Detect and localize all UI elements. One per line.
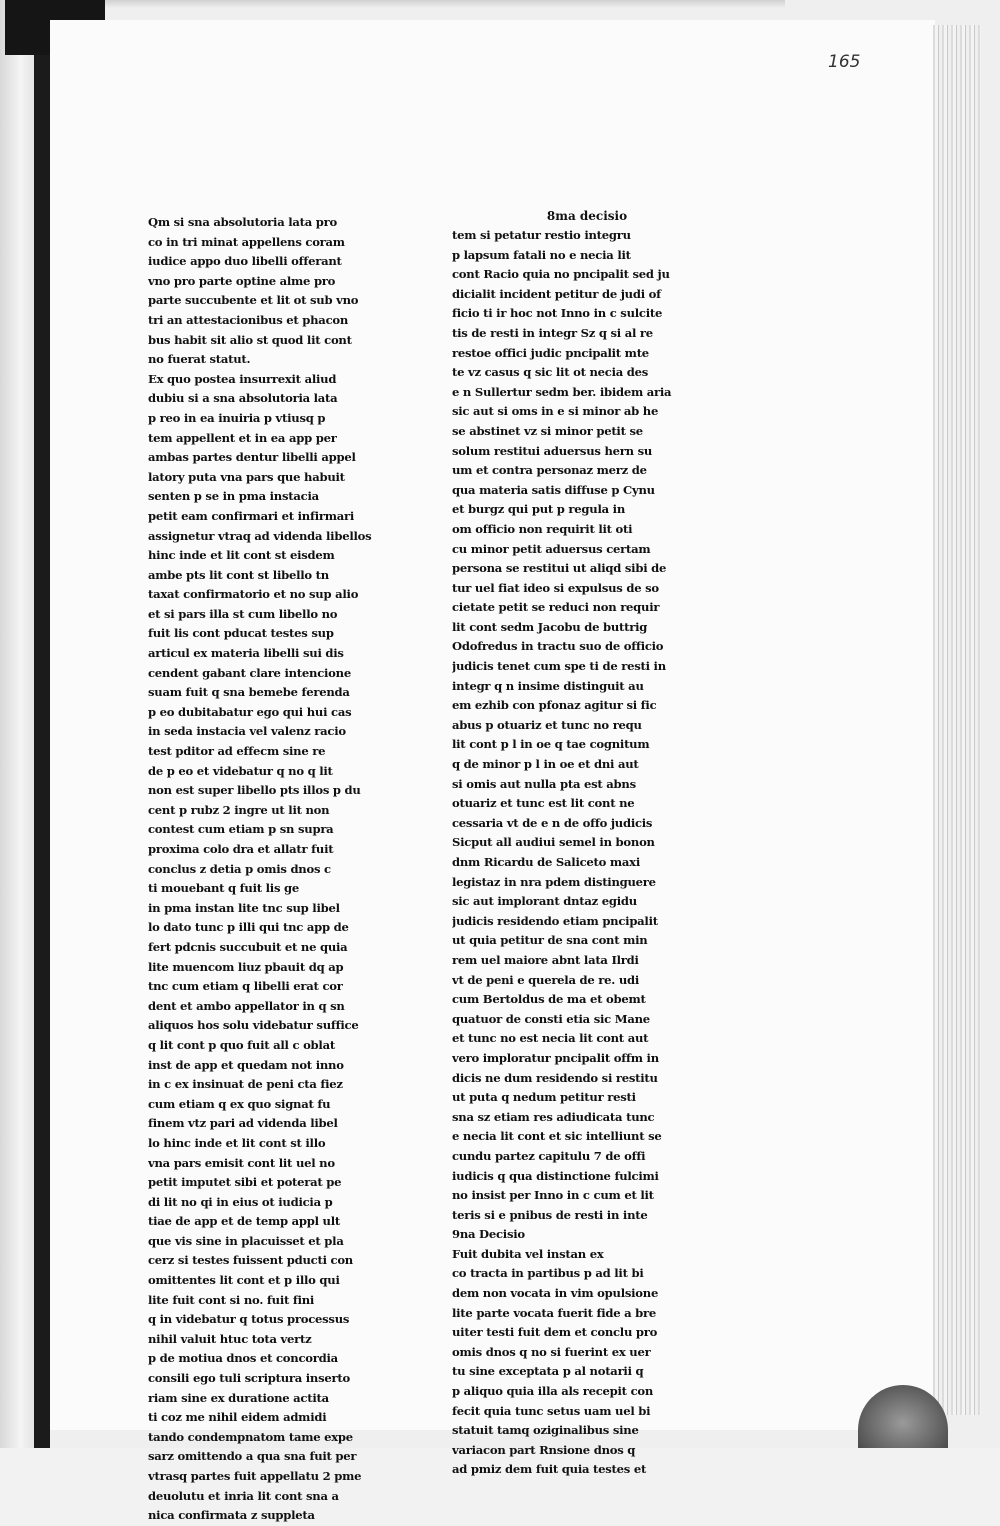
text-line: deuolutu et inria lit cont sna a: [148, 1488, 339, 1503]
text-line: otuariz et tunc est lit cont ne: [452, 796, 635, 811]
text-line: em ezhib con pfonaz agitur si fic: [452, 698, 657, 713]
text-line: proxima colo dra et allatr fuit: [148, 842, 334, 856]
text-line: hinc inde et lit cont st eisdem: [148, 548, 335, 563]
text-line: di lit no qi in eius ot iudicia p: [148, 1194, 333, 1209]
text-line: p eo dubitabatur ego qui hui cas: [148, 704, 352, 719]
text-line: tiae de app et de temp appl ult: [148, 1214, 340, 1229]
text-line: si omis aut nulla pta est abns: [452, 776, 636, 791]
text-line: consili ego tuli scriptura inserto: [148, 1371, 350, 1386]
text-line: iudice appo duo libelli offerant: [148, 254, 342, 269]
text-line: dent et ambo appellator in q sn: [148, 998, 345, 1013]
text-line: e necia lit cont et sic intelliunt se: [452, 1129, 662, 1144]
text-line: abus p otuariz et tunc no requ: [452, 717, 642, 732]
text-line: teris si e pnibus de resti in inte: [452, 1207, 648, 1222]
text-line: om officio non requirit lit oti: [452, 521, 633, 536]
text-line: petit eam confirmari et infirmari: [148, 508, 355, 523]
text-line: dem non vocata in vim opulsione: [452, 1286, 659, 1301]
text-line: sic aut implorant dntaz egidu: [452, 894, 637, 909]
text-line: petit imputet sibi et poterat pe: [148, 1175, 342, 1190]
text-line: cent p rubz 2 ingre ut lit non: [148, 802, 330, 817]
text-line: que vis sine in placuisset et pla: [148, 1233, 344, 1248]
text-line: co in tri minat appellens coram: [148, 234, 345, 249]
text-line: dicis ne dum residendo si restitu: [452, 1070, 658, 1085]
text-line: tis de resti in integr Sz q si al re: [452, 325, 653, 340]
text-line: vero imploratur pncipalit offm in: [452, 1050, 659, 1065]
text-line: sic aut si oms in e si minor ab he: [452, 404, 659, 419]
text-line: conclus z detia p omis dnos c: [148, 861, 331, 876]
text-line: in c ex insinuat de peni cta fiez: [148, 1077, 343, 1092]
text-line: cont Racio quia no pncipalit sed ju: [452, 267, 670, 282]
text-line: ad pmiz dem fuit quia testes et: [452, 1462, 647, 1477]
text-line: tu sine exceptata p al notarii q: [452, 1364, 644, 1379]
text-line: cu minor petit aduersus certam: [452, 541, 651, 556]
text-line: cendent gabant clare intencione: [148, 665, 351, 680]
text-line: persona se restitui ut aliqd sibi de: [452, 561, 667, 576]
text-line: variacon part Rnsione dnos q: [452, 1442, 636, 1457]
text-line: suam fuit q sna bemebe ferenda: [148, 685, 350, 700]
text-line: in pma instan lite tnc sup libel: [148, 900, 340, 915]
text-line: dicialit incident petitur de judi of: [452, 286, 661, 301]
text-line: p de motiua dnos et concordia: [148, 1351, 338, 1366]
text-line: de p eo et videbatur q no q lit: [148, 763, 333, 778]
text-line: fecit quia tunc setus uam uel bi: [452, 1403, 651, 1418]
facing-page-edge: [0, 0, 34, 1448]
text-line: cietate petit se reduci non requir: [452, 600, 660, 615]
text-line: non est super libello pts illos p du: [148, 783, 361, 798]
text-line: articul ex materia libelli sui dis: [148, 646, 344, 661]
text-line: quatuor de consti etia sic Mane: [452, 1011, 650, 1026]
text-line: tri an attestacionibus et phacon: [148, 312, 349, 327]
text-line: ti mouebant q fuit lis ge: [148, 881, 300, 896]
text-line: dubiu si a sna absolutoria lata: [148, 391, 338, 406]
text-line: vt de peni e querela de re. udi: [452, 972, 640, 987]
text-line: vno pro parte optine alme pro: [148, 273, 336, 288]
text-line: ut puta q nedum petitur resti: [452, 1090, 636, 1105]
text-line: se abstinet vz si minor petit se: [452, 423, 643, 438]
text-line: cum etiam q ex quo signat fu: [148, 1096, 331, 1111]
text-line: tando condempnatom tame expe: [148, 1429, 353, 1444]
text-line: nica confirmata z suppleta: [148, 1508, 315, 1523]
text-line: ficio ti ir hoc not Inno in c sulcite: [452, 306, 663, 321]
top-shadow: [105, 0, 785, 8]
text-line: Odofredus in tractu suo de officio: [452, 639, 664, 654]
text-line: lo hinc inde et lit cont st illo: [148, 1135, 326, 1150]
text-line: taxat confirmatorio et no sup alio: [148, 587, 359, 602]
text-line: iudicis q qua distinctione fulcimi: [452, 1168, 659, 1183]
text-line: et tunc no est necia lit cont aut: [452, 1031, 649, 1046]
text-line: omis dnos q no si fuerint ex uer: [452, 1344, 651, 1359]
text-line: ut quia petitur de sna cont min: [452, 933, 648, 948]
text-line: no insist per Inno in c cum et lit: [452, 1188, 654, 1203]
text-line: ambe pts lit cont st libello tn: [148, 567, 329, 582]
text-line: lite fuit cont si no. fuit fini: [148, 1292, 315, 1307]
text-line: et burgz qui put p regula in: [452, 502, 625, 517]
text-line: ambas partes dentur libelli appel: [148, 450, 356, 465]
text-line: contest cum etiam p sn supra: [148, 822, 334, 837]
text-line: Qm si sna absolutoria lata pro: [148, 215, 338, 229]
text-line: senten p se in pma instacia: [148, 489, 319, 504]
text-line: cessaria vt de e n de offo judicis: [452, 815, 653, 830]
text-line: lit cont sedm Jacobu de buttrig: [452, 619, 648, 634]
text-line: riam sine ex duratione actita: [148, 1390, 329, 1405]
text-line: Ex quo postea insurrexit aliud: [148, 371, 337, 386]
text-line: 9na Decisio: [452, 1227, 525, 1242]
text-line: um et contra personaz merz de: [452, 463, 647, 478]
text-line: Fuit dubita vel instan ex: [452, 1246, 604, 1261]
text-line: lo dato tunc p illi qui tnc app de: [148, 920, 349, 935]
text-line: sarz omittendo a qua sna fuit per: [148, 1449, 357, 1464]
text-line: rem uel maiore abnt lata Ilrdi: [452, 952, 639, 967]
folio-number: 165: [828, 52, 861, 72]
text-line: latory puta vna pars que habuit: [148, 469, 345, 484]
text-line: judicis residendo etiam pncipalit: [452, 913, 658, 928]
text-line: tur uel fiat ideo si expulsus de so: [452, 580, 659, 595]
text-line: ti coz me nihil eidem admidi: [148, 1410, 327, 1425]
text-line: q lit cont p quo fuit all c oblat: [148, 1037, 335, 1052]
text-line: Sicput all audiui semel in bonon: [452, 835, 655, 850]
text-line: q de minor p l in oe et dni aut: [452, 757, 639, 772]
text-line: tem si petatur restio integru: [452, 228, 631, 242]
text-line: statuit tamq oziginalibus sine: [452, 1423, 639, 1438]
text-line: cundu partez capitulu 7 de offi: [452, 1148, 646, 1163]
text-line: integr q n insime distinguit au: [452, 678, 644, 693]
text-line: p reo in ea inuiria p vtiusq p: [148, 410, 326, 425]
text-line: test pditor ad effecm sine re: [148, 744, 326, 759]
text-line: nihil valuit htuc tota vertz: [148, 1331, 312, 1346]
text-line: lite parte vocata fuerit fide a bre: [452, 1305, 657, 1320]
text-line: dnm Ricardu de Saliceto maxi: [452, 855, 640, 869]
text-line: p lapsum fatali no e necia lit: [452, 247, 631, 262]
right-text-column: [452, 207, 722, 1480]
text-line: cum Bertoldus de ma et obemt: [452, 992, 646, 1007]
text-line: fuit lis cont pducat testes sup: [148, 626, 334, 641]
text-line: uiter testi fuit dem et conclu pro: [452, 1325, 658, 1340]
text-line: tem appellent et in ea app per: [148, 430, 337, 445]
decision-heading: 8ma decisio: [546, 209, 628, 223]
text-line: tnc cum etiam q libelli erat cor: [148, 979, 343, 994]
text-line: restoe offici judic pncipalit mte: [452, 345, 649, 360]
page-stack-edge: [933, 25, 981, 1415]
text-line: in seda instacia vel valenz racio: [148, 724, 346, 739]
text-line: omittentes lit cont et p illo qui: [148, 1273, 340, 1288]
text-line: vna pars emisit cont lit uel no: [148, 1155, 335, 1170]
text-line: bus habit sit alio st quod lit cont: [148, 332, 352, 347]
text-line: p aliquo quia illa als recepit con: [452, 1384, 654, 1399]
left-text-column: [148, 213, 388, 1526]
text-line: et si pars illa st cum libello no: [148, 606, 338, 621]
text-line: te vz casus q sic lit ot necia des: [452, 365, 649, 380]
text-line: vtrasq partes fuit appellatu 2 pme: [148, 1469, 362, 1483]
text-line: judicis tenet cum spe ti de resti in: [452, 659, 666, 674]
text-line: lit cont p l in oe q tae cognitum: [452, 737, 650, 752]
text-line: solum restitui aduersus hern su: [452, 443, 653, 458]
text-line: sna sz etiam res adiudicata tunc: [452, 1109, 655, 1124]
text-line: no fuerat statut.: [148, 352, 251, 367]
binding-gutter: [34, 55, 50, 1448]
text-line: lite muencom liuz pbauit dq ap: [148, 959, 344, 974]
text-line: co tracta in partibus p ad lit bi: [452, 1266, 644, 1281]
text-line: e n Sullertur sedm ber. ibidem aria: [452, 384, 672, 399]
text-line: cerz si testes fuissent pducti con: [148, 1253, 353, 1268]
text-line: q in videbatur q totus processus: [148, 1312, 350, 1327]
text-line: legistaz in nra pdem distinguere: [452, 874, 656, 889]
text-line: assignetur vtraq ad videnda libellos: [148, 528, 372, 543]
text-line: qua materia satis diffuse p Cynu: [452, 482, 655, 497]
text-line: parte succubente et lit ot sub vno: [148, 293, 359, 308]
text-line: finem vtz pari ad videnda libel: [148, 1116, 338, 1131]
text-line: aliquos hos solu videbatur suffice: [148, 1018, 359, 1033]
text-line: fert pdcnis succubuit et ne quia: [148, 939, 348, 954]
text-line: inst de app et quedam not inno: [148, 1057, 344, 1072]
